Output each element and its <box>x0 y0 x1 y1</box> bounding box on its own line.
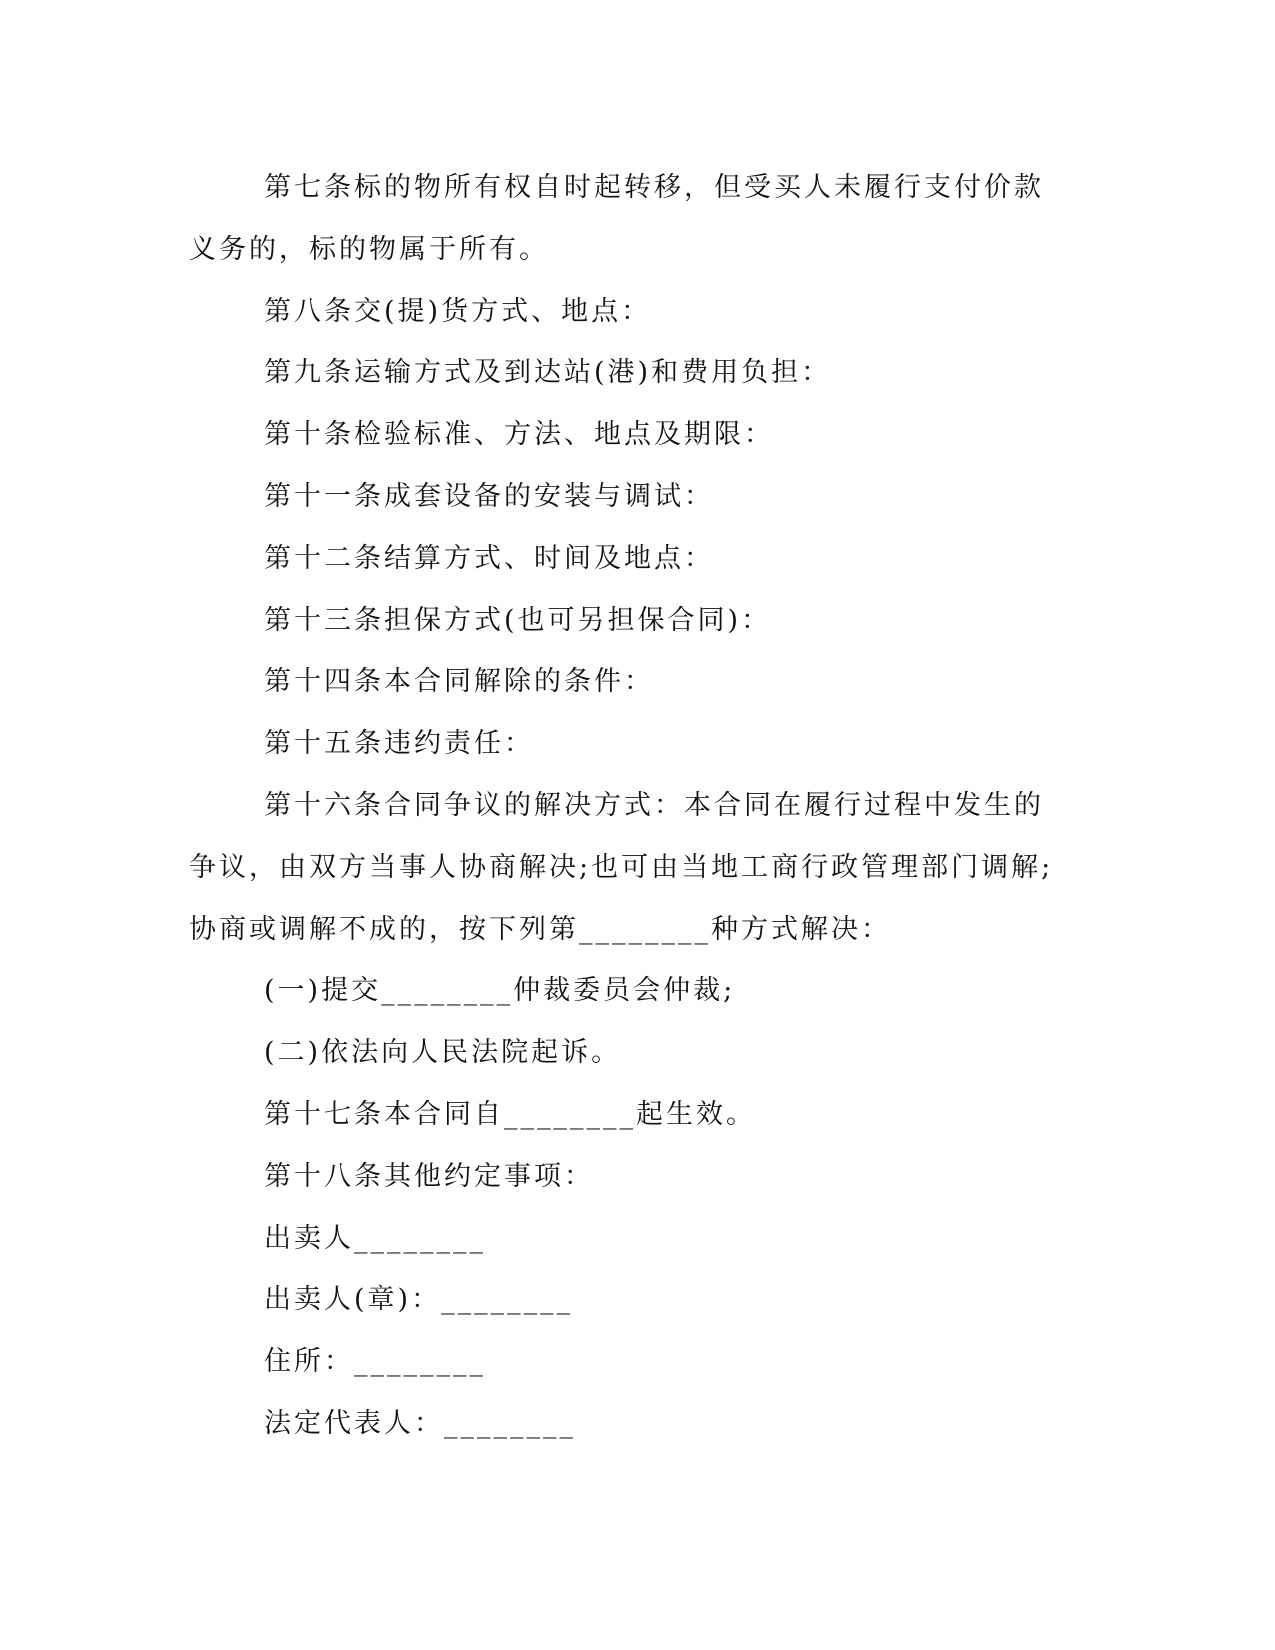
clause-10-paragraph: 第十条检验标准、方法、地点及期限： <box>264 419 774 451</box>
clause-11-paragraph: 第十一条成套设备的安装与调试： <box>264 480 714 512</box>
clause-7-paragraph: 第七条标的物所有权自时起转移，但受买人未履行支付价款义务的，标的物属于所有。 <box>189 172 1044 265</box>
clause-14-paragraph: 第十四条本合同解除的条件： <box>264 666 654 698</box>
arbitration-option: (一)提交________仲裁委员会仲裁; <box>264 975 736 1007</box>
clause-16-paragraph: 第十六条合同争议的解决方式：本合同在履行过程中发生的争议，由双方当事人协商解决;也可由当地工商行政管理部门调解;协商或调解不成的，按下列第________种方式解决： <box>189 789 1054 945</box>
address-line: 住所：________ <box>264 1346 486 1378</box>
clause-18-paragraph: 第十八条其他约定事项： <box>264 1160 594 1192</box>
litigation-option: (二)依法向人民法院起诉。 <box>264 1037 622 1069</box>
clause-8-paragraph: 第八条交(提)货方式、地点： <box>264 295 652 327</box>
clause-15-paragraph: 第十五条违约责任： <box>264 728 534 760</box>
clause-13-paragraph: 第十三条担保方式(也可另担保合同)： <box>264 604 772 636</box>
seller-seal-line: 出卖人(章)：________ <box>264 1284 574 1316</box>
legal-representative-line: 法定代表人：________ <box>264 1407 576 1439</box>
clause-12-paragraph: 第十二条结算方式、时间及地点： <box>264 542 714 574</box>
contract-body <box>189 157 1069 1455</box>
clause-17-paragraph: 第十七条本合同自________起生效。 <box>264 1098 756 1130</box>
seller-line: 出卖人________ <box>264 1222 486 1254</box>
clause-9-paragraph: 第九条运输方式及到达站(港)和费用负担： <box>264 357 832 389</box>
